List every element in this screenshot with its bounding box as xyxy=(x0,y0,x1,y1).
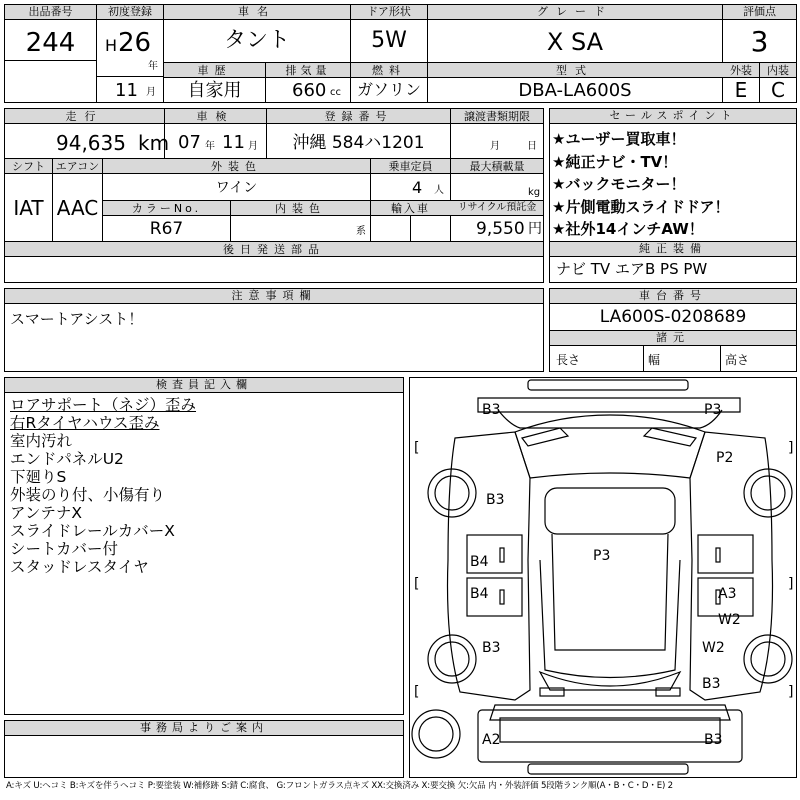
shift: IAT xyxy=(13,196,44,220)
mark-left-rear-door: B4 xyxy=(470,586,489,602)
chassis-number: LA600S-0208689 xyxy=(599,307,747,327)
sales-point: ★純正ナビ・TV！ xyxy=(552,152,678,171)
displacement-header: 排気量 xyxy=(285,64,331,77)
lot-no-header: 出品番号 xyxy=(5,5,96,20)
mark-rear-right: B3 xyxy=(702,676,721,692)
mark-roof: P3 xyxy=(593,548,611,564)
sales-point: ★バックモニター！ xyxy=(552,175,686,193)
mark-left-front-door: B4 xyxy=(470,554,489,570)
mark-front-right: P3 xyxy=(704,402,722,418)
height-label: 高さ xyxy=(725,353,750,367)
color-no: R67 xyxy=(149,219,184,239)
int-header: 内装 xyxy=(767,64,789,77)
fuel-header: 燃料 xyxy=(372,64,406,77)
dims-header: 諸元 xyxy=(550,331,796,346)
recycle-header: リサイクル預託金 xyxy=(457,202,537,213)
reg-header: 登録番号 xyxy=(324,110,393,123)
history-header: 車歴 xyxy=(197,64,232,77)
history: 自家用 xyxy=(187,80,242,101)
inspector-header: 検査員記入欄 xyxy=(5,378,403,393)
insp-month: 11 xyxy=(222,132,245,153)
sales-points-list xyxy=(552,128,796,241)
mileage-unit: km xyxy=(138,131,170,155)
interior-color-header: 内装色 xyxy=(275,202,326,215)
notes-text: スマートアシスト！ xyxy=(10,310,144,328)
inspector-notes xyxy=(10,396,400,576)
inspector-line: 右Rタイヤハウス歪み xyxy=(10,414,160,432)
standard-equipment: ナビ TV エアB PS PW xyxy=(556,260,708,278)
equip-header: 純正装備 xyxy=(550,242,796,257)
mark-rear-right-bumper: B3 xyxy=(704,732,723,748)
inspector-line: シートカバー付 xyxy=(10,540,119,558)
transfer-day-unit: 日 xyxy=(527,141,537,152)
capacity-header: 乗車定員 xyxy=(388,160,433,173)
sales-point: ★片側電動スライドドア！ xyxy=(552,197,730,216)
bracket-l1: [ xyxy=(414,440,420,456)
length-label: 長さ xyxy=(556,353,581,367)
bracket-r3: ] xyxy=(788,684,794,700)
mark-left-quarter: B3 xyxy=(482,640,501,656)
inspector-line: スライドレールカバーX xyxy=(10,522,175,540)
reg-number: 沖縄 584ハ1201 xyxy=(292,133,425,153)
inspector-line: スタッドレスタイヤ xyxy=(10,558,149,576)
bracket-r1: ] xyxy=(788,440,794,456)
insp-month-unit: 月 xyxy=(248,141,258,152)
inspector-line: エンドパネルU2 xyxy=(10,450,124,468)
displacement: 660 xyxy=(292,80,327,101)
mark-right-fender: P2 xyxy=(716,450,734,466)
shift-header: シフト xyxy=(12,160,45,173)
body-color: ワイン xyxy=(215,180,258,196)
sales-point: ★ユーザー買取車！ xyxy=(552,130,686,148)
chassis-header: 車台番号 xyxy=(550,289,796,304)
inspector-line: 室内汚れ xyxy=(10,432,73,450)
mark-right-rear-door-a: A3 xyxy=(718,586,737,602)
inspector-line: 外装のり付、小傷有り xyxy=(10,486,166,504)
lot-no: 244 xyxy=(25,28,76,58)
capacity-unit: 人 xyxy=(434,185,444,196)
ac-type: AAC xyxy=(56,196,99,220)
first-reg-header: 初度登録 xyxy=(97,5,163,20)
mark-right-quarter: W2 xyxy=(702,640,725,656)
color-no-header: カラーNo. xyxy=(131,202,202,215)
recycle-amount: 9,550 xyxy=(476,219,525,239)
grade: X SA xyxy=(546,28,604,56)
transfer-header: 譲渡書類期限 xyxy=(464,110,530,123)
capacity: 4 xyxy=(412,178,423,197)
fuel: ガソリン xyxy=(356,80,421,99)
model-header: 型式 xyxy=(556,64,594,77)
door-type: 5W xyxy=(371,28,407,53)
score-header: 評価点 xyxy=(723,5,796,20)
era: H xyxy=(105,36,118,55)
car-name: タント xyxy=(223,28,290,53)
score: 3 xyxy=(750,25,769,58)
color-header: 外装色 xyxy=(211,160,262,173)
notes-header: 注意事項欄 xyxy=(5,289,543,304)
ext-header: 外装 xyxy=(730,64,752,77)
office-header: 事務局よりご案内 xyxy=(5,721,403,736)
insp-year-unit: 年 xyxy=(205,141,215,152)
car-name-header: 車名 xyxy=(164,5,350,20)
sales-point: ★社外14インチAW！ xyxy=(552,220,704,238)
inspection-header: 車検 xyxy=(196,110,235,123)
mileage: 94,635 xyxy=(56,131,126,155)
load-header: 最大積載量 xyxy=(469,160,525,173)
int-grade: C xyxy=(771,78,785,102)
door-header: ドア形状 xyxy=(351,5,427,20)
ac-header: エアコン xyxy=(55,160,100,173)
inspector-line: 下廻りS xyxy=(10,468,67,486)
transfer-month-unit: 月 xyxy=(490,141,500,152)
bracket-r2: ] xyxy=(788,576,794,592)
recycle-unit: 円 xyxy=(528,221,542,237)
mileage-header: 走行 xyxy=(65,110,104,123)
car-damage-diagram xyxy=(410,378,796,777)
first-reg-month: 11 xyxy=(115,80,138,101)
mark-left-fender: B3 xyxy=(486,492,505,508)
grade-header: グレード xyxy=(428,5,722,20)
year-unit: 年 xyxy=(148,61,158,72)
width-label: 幅 xyxy=(648,353,661,367)
month-unit: 月 xyxy=(146,87,156,98)
first-reg-year: 26 xyxy=(118,28,152,58)
legend: A:キズ U:ヘコミ B:キズを伴うヘコミ P:要塗装 W:補修跡 S:錆 C:腐食、 G:フロントガラス点キズ XX:交換済み X:要交換 欠:欠品 内・外装評価 5段階ランク順(A・B・C・D・E) 2 xyxy=(6,781,673,791)
bracket-l3: [ xyxy=(414,684,420,700)
mark-front-left: B3 xyxy=(482,402,501,418)
mark-rear-left-bumper: A2 xyxy=(482,732,501,748)
later-parts-header: 後日発送部品 xyxy=(223,243,325,256)
inspector-line: ロアサポート（ネジ）歪み xyxy=(10,396,197,414)
load-unit: kg xyxy=(528,187,541,198)
ext-grade: E xyxy=(734,78,748,102)
mark-right-rear-door-w: W2 xyxy=(718,612,741,628)
sales-header: セールスポイント xyxy=(550,109,796,124)
bracket-l2: [ xyxy=(414,576,420,592)
displacement-unit: cc xyxy=(330,87,341,98)
interior-color-unit: 系 xyxy=(356,226,366,237)
import-header: 輸入車 xyxy=(391,202,430,215)
model: DBA-LA600S xyxy=(518,80,632,101)
inspector-line: アンテナX xyxy=(10,504,82,522)
insp-year: 07 xyxy=(178,132,201,153)
